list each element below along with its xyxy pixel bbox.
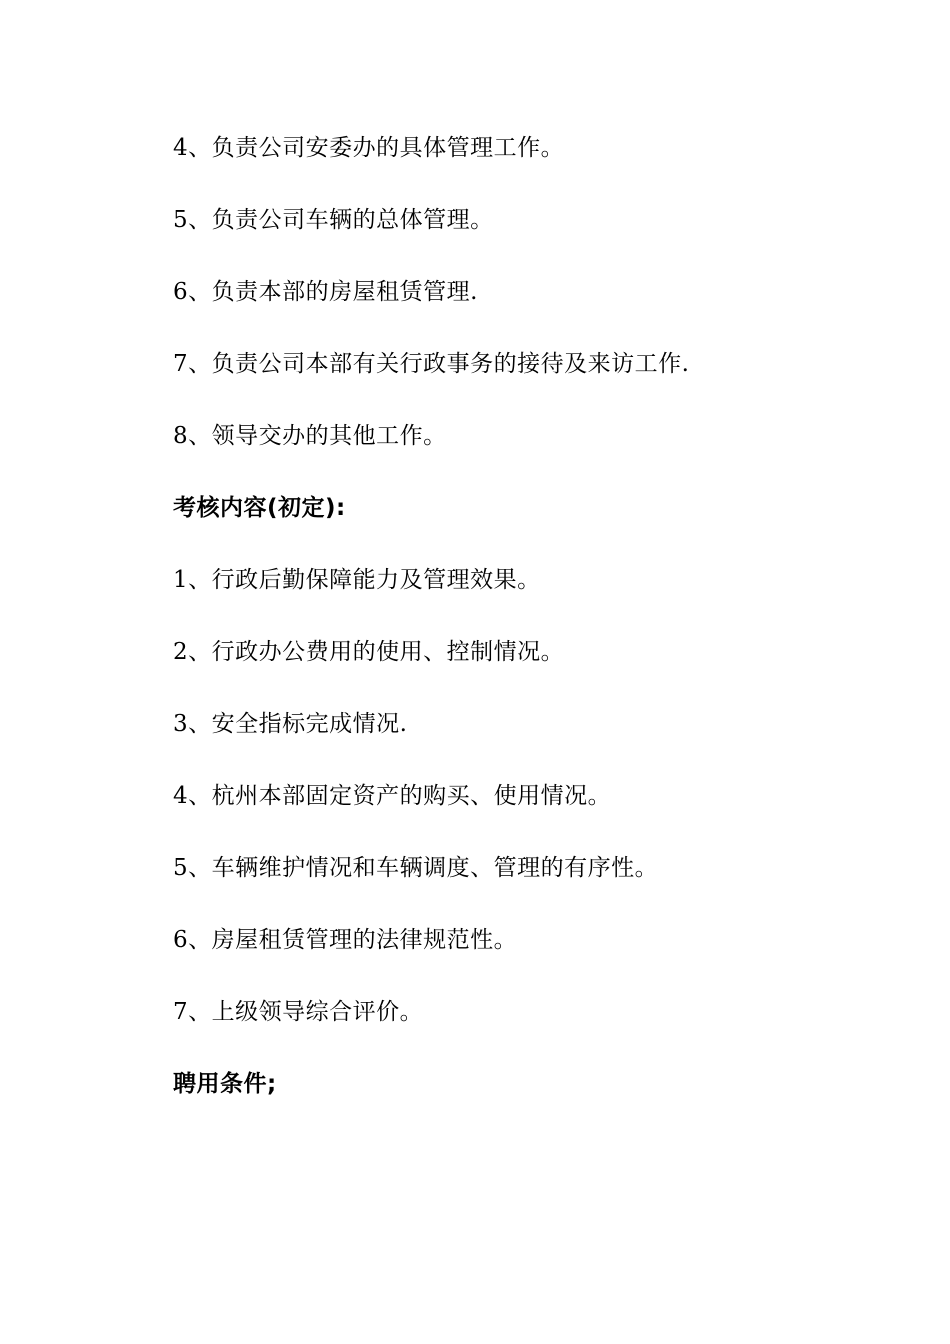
responsibility-item: 4、负责公司安委办的具体管理工作。 — [173, 135, 565, 161]
responsibility-item: 6、负责本部的房屋租赁管理. — [173, 279, 478, 305]
assessment-item: 7、上级领导综合评价。 — [173, 999, 424, 1025]
assessment-item: 4、杭州本部固定资产的购买、使用情况。 — [173, 783, 612, 809]
assessment-item: 5、车辆维护情况和车辆调度、管理的有序性。 — [173, 855, 659, 881]
assessment-heading: 考核内容(初定): — [173, 495, 346, 521]
assessment-item: 1、行政后勤保障能力及管理效果。 — [173, 567, 541, 593]
responsibility-item: 8、领导交办的其他工作。 — [173, 423, 447, 449]
responsibility-item: 5、负责公司车辆的总体管理。 — [173, 207, 494, 233]
assessment-item: 3、安全指标完成情况. — [173, 711, 408, 737]
document-body — [173, 128, 873, 1136]
assessment-item: 6、房屋租赁管理的法律规范性。 — [173, 927, 518, 953]
assessment-item: 2、行政办公费用的使用、控制情况。 — [173, 639, 565, 665]
responsibility-item: 7、负责公司本部有关行政事务的接待及来访工作. — [173, 351, 690, 377]
employment-heading: 聘用条件; — [173, 1071, 277, 1097]
